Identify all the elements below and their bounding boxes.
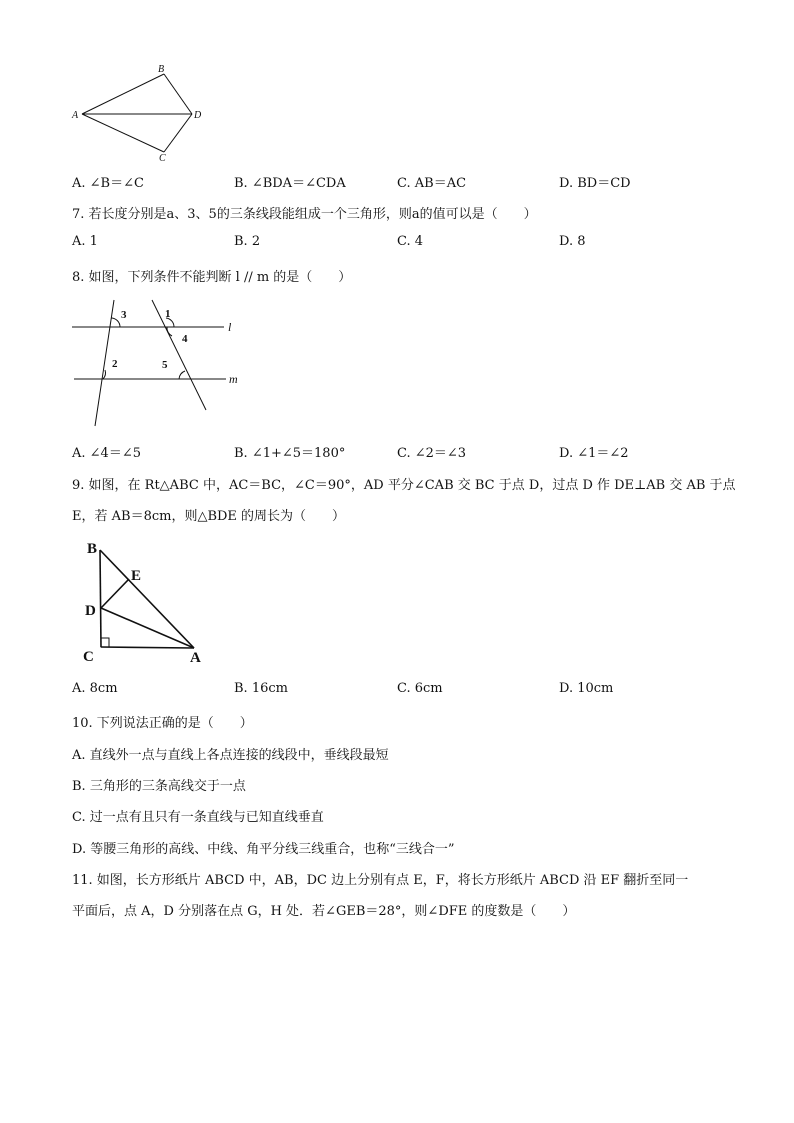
q8-option-c[interactable]: C. ∠2＝∠3	[397, 446, 467, 461]
figure-q9-right-triangle	[80, 536, 230, 666]
q7-option-d[interactable]: D. 8	[559, 234, 586, 249]
q7-option-a[interactable]: A. 1	[72, 234, 98, 249]
label-e: E	[131, 568, 142, 584]
q6-option-a[interactable]: A. ∠B＝∠C	[72, 176, 144, 191]
q7-stem: 7. 若长度分别是a、3、5的三条线段能组成一个三角形，则a的值可以是（ ）	[72, 207, 537, 222]
q10-option-a[interactable]: A. 直线外一点与直线上各点连接的线段中，垂线段最短	[72, 748, 389, 763]
q9-option-d[interactable]: D. 10cm	[559, 681, 614, 696]
q11-stem-line1: 11. 如图，长方形纸片 ABCD 中，AB，DC 边上分别有点 E，F，将长方形纸片 ABCD 沿 EF 翻折至同一	[72, 873, 689, 888]
q7-option-c[interactable]: C. 4	[397, 234, 424, 249]
q9-stem-line2: E，若 AB＝8cm，则△BDE 的周长为（ ）	[72, 509, 346, 524]
angle-5-label: 5	[162, 359, 168, 371]
label-c: C	[159, 153, 166, 162]
q11-stem-line2: 平面后，点 A，D 分别落在点 G，H 处．若∠GEB＝28°，则∠DFE 的度数是（ ）	[72, 904, 576, 919]
q6-option-c[interactable]: C. AB＝AC	[397, 176, 467, 191]
q7-option-b[interactable]: B. 2	[234, 234, 261, 249]
angle-4-label: 4	[182, 333, 188, 345]
label-c: C	[83, 649, 94, 665]
label-d: D	[194, 110, 202, 121]
q6-option-b[interactable]: B. ∠BDA＝∠CDA	[234, 176, 346, 191]
q9-stem-line1: 9. 如图，在 Rt△ABC 中，AC＝BC，∠C＝90°，AD 平分∠CAB 交 BC 于点 D，过点 D 作 DE⊥AB 交 AB 于点	[72, 478, 736, 493]
q10-stem: 10. 下列说法正确的是（ ）	[72, 716, 253, 731]
label-b: B	[158, 64, 165, 75]
line-l-label: l	[228, 320, 232, 334]
angle-3-label: 3	[121, 309, 127, 321]
q9-option-a[interactable]: A. 8cm	[72, 681, 118, 696]
q6-option-d[interactable]: D. BD＝CD	[559, 176, 631, 191]
label-a: A	[72, 110, 79, 121]
line-m-label: m	[229, 372, 238, 386]
label-d: D	[85, 603, 96, 619]
q10-option-c[interactable]: C. 过一点有且只有一条直线与已知直线垂直	[72, 810, 324, 825]
q8-option-a[interactable]: A. ∠4＝∠5	[72, 446, 141, 461]
q8-option-d[interactable]: D. ∠1＝∠2	[559, 446, 629, 461]
q8-option-b[interactable]: B. ∠1+∠5＝180°	[234, 446, 346, 461]
label-b: B	[87, 541, 98, 557]
q8-stem: 8. 如图，下列条件不能判断 l // m 的是（ ）	[72, 270, 352, 285]
angle-1-label: 1	[165, 308, 171, 320]
q9-option-c[interactable]: C. 6cm	[397, 681, 443, 696]
q9-option-b[interactable]: B. 16cm	[234, 681, 288, 696]
q10-option-d[interactable]: D. 等腰三角形的高线、中线、角平分线三线重合，也称“三线合一”	[72, 842, 455, 857]
angle-2-label: 2	[112, 358, 118, 370]
figure-q8-parallel-lines	[68, 294, 268, 434]
q10-option-b[interactable]: B. 三角形的三条高线交于一点	[72, 779, 246, 794]
figure-q6-quadrilateral	[68, 62, 208, 162]
label-a: A	[190, 650, 201, 666]
